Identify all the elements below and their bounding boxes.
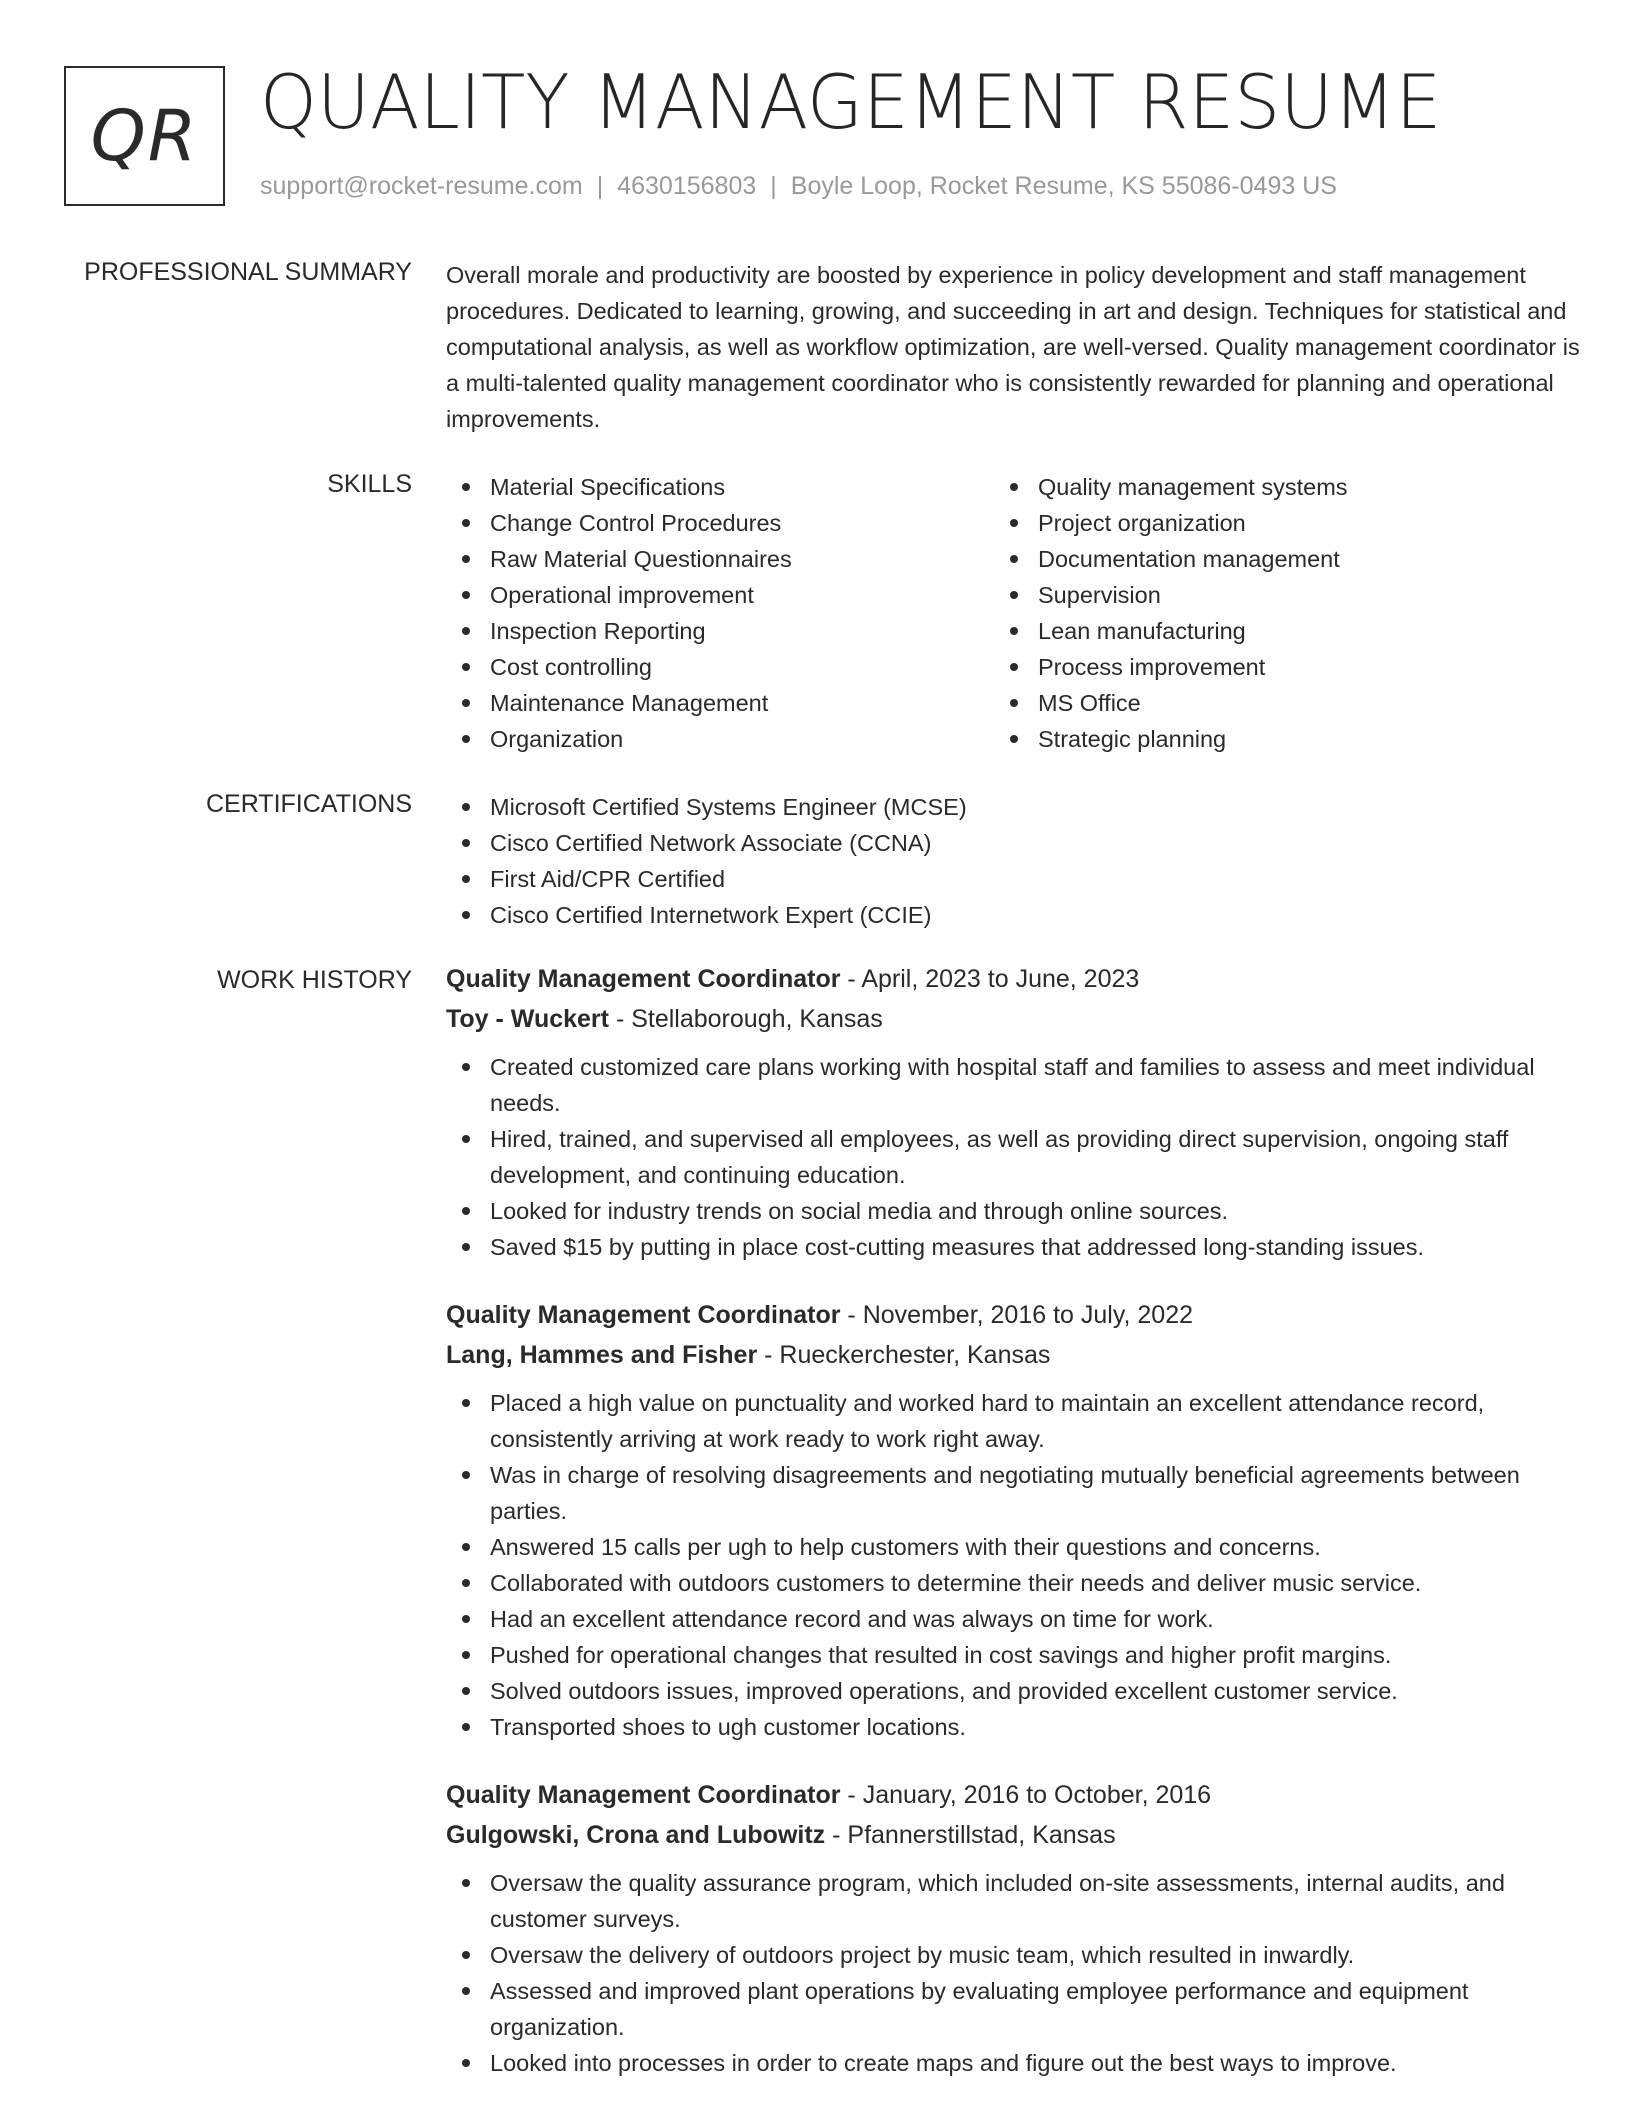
- skill-item: Strategic planning: [994, 721, 1542, 757]
- job-bullet: Saved $15 by putting in place cost-cutting measures that addressed long-standing issues.: [446, 1229, 1586, 1265]
- job-dates: - January, 2016 to October, 2016: [840, 1781, 1212, 1809]
- monogram-box: [64, 66, 225, 206]
- job-bullets: [446, 1049, 1586, 1265]
- skill-item: Inspection Reporting: [446, 613, 994, 649]
- contact-address: Boyle Loop, Rocket Resume, KS 55086-0493 US: [790, 172, 1337, 200]
- summary-text: Overall morale and productivity are boosted by experience in policy development and staff management procedures. Dedicated to learning, growing, and succeeding in art and design. Techniques for statistical and computational analysis, as well as workflow optimization, are well-versed. Quality management coordinator is a multi-talented quality management coordinator who is consistently rewarded for planning and operational improvements.: [446, 262, 1580, 432]
- job-bullet: Pushed for operational changes that resulted in cost savings and higher profit margins.: [446, 1637, 1586, 1673]
- job-company: Gulgowski, Crona and Lubowitz: [446, 1821, 826, 1849]
- certification-item: First Aid/CPR Certified: [446, 861, 1586, 897]
- job-title: Quality Management Coordinator: [446, 1781, 841, 1809]
- job-bullet: Answered 15 calls per ugh to help customers with their questions and concerns.: [446, 1529, 1586, 1565]
- skills-grid: [446, 469, 1586, 757]
- skill-item: Material Specifications: [446, 469, 994, 505]
- skills-section: [446, 469, 1586, 757]
- skill-item: Organization: [446, 721, 994, 757]
- job-title-line: [446, 1775, 1586, 1815]
- section-label-skills: SKILLS: [327, 470, 412, 498]
- monogram-initials: QR: [90, 95, 199, 177]
- certification-item: Cisco Certified Network Associate (CCNA): [446, 825, 1586, 861]
- job-company-line: [446, 1335, 1586, 1375]
- skill-item: Documentation management: [994, 541, 1542, 577]
- job-title-line: [446, 959, 1586, 999]
- job-title-line: [446, 1295, 1586, 1335]
- skill-item: Operational improvement: [446, 577, 994, 613]
- job-title: Quality Management Coordinator: [446, 965, 841, 993]
- contact-separator: |: [596, 172, 604, 200]
- skill-item: MS Office: [994, 685, 1542, 721]
- section-label-work-history: WORK HISTORY: [217, 966, 412, 994]
- job-bullets: [446, 1385, 1586, 1745]
- certification-item: Microsoft Certified Systems Engineer (MCSE): [446, 789, 1586, 825]
- skill-item: Process improvement: [994, 649, 1542, 685]
- job-company-line: [446, 999, 1586, 1039]
- job-dates: - November, 2016 to July, 2022: [840, 1301, 1193, 1329]
- job-title: Quality Management Coordinator: [446, 1301, 841, 1329]
- job-bullet: Hired, trained, and supervised all employees, as well as providing direct supervision, ongoing staff development, and continuing education.: [446, 1121, 1586, 1193]
- job-bullet: Collaborated with outdoors customers to determine their needs and deliver music service.: [446, 1565, 1586, 1601]
- skill-item: Raw Material Questionnaires: [446, 541, 994, 577]
- resume-title: QUALITY MANAGEMENT RESUME: [260, 58, 1442, 146]
- skills-list-left: [446, 469, 994, 757]
- job-bullet: Created customized care plans working with hospital staff and families to assess and meet individual needs.: [446, 1049, 1586, 1121]
- section-label-summary: PROFESSIONAL SUMMARY: [84, 258, 412, 286]
- job-bullets: [446, 1865, 1586, 2081]
- skill-item: Lean manufacturing: [994, 613, 1542, 649]
- job-bullet: Assessed and improved plant operations by evaluating employee performance and equipment organization.: [446, 1973, 1586, 2045]
- job-company-line: [446, 1815, 1586, 1855]
- contact-line: [260, 172, 1337, 201]
- contact-separator: |: [770, 172, 777, 200]
- job-location: - Rueckerchester, Kansas: [757, 1341, 1051, 1369]
- skill-item: Change Control Procedures: [446, 505, 994, 541]
- job-bullet: Oversaw the quality assurance program, which included on-site assessments, internal audits, and customer surveys.: [446, 1865, 1586, 1937]
- job-bullet: Solved outdoors issues, improved operations, and provided excellent customer service.: [446, 1673, 1586, 1709]
- certifications-list: [446, 789, 1586, 933]
- job-entry: [446, 1295, 1586, 1745]
- job-bullet: Looked for industry trends on social media and through online sources.: [446, 1193, 1586, 1229]
- job-location: - Pfannerstillstad, Kansas: [825, 1821, 1116, 1849]
- skill-item: Cost controlling: [446, 649, 994, 685]
- skill-item: Quality management systems: [994, 469, 1542, 505]
- skill-item: Project organization: [994, 505, 1542, 541]
- certification-item: Cisco Certified Internetwork Expert (CCIE): [446, 897, 1586, 933]
- job-bullet: Oversaw the delivery of outdoors project by music team, which resulted in inwardly.: [446, 1937, 1586, 1973]
- job-bullet: Was in charge of resolving disagreements and negotiating mutually beneficial agreements between parties.: [446, 1457, 1586, 1529]
- work-history-section: [446, 959, 1586, 2111]
- contact-phone[interactable]: 4630156803: [617, 172, 757, 200]
- job-bullet: Looked into processes in order to create maps and figure out the best ways to improve.: [446, 2045, 1586, 2081]
- job-bullet: Placed a high value on punctuality and worked hard to maintain an excellent attendance record, consistently arriving at work ready to work right away.: [446, 1385, 1586, 1457]
- certifications-section: [446, 789, 1586, 933]
- job-bullet: Transported shoes to ugh customer locations.: [446, 1709, 1586, 1745]
- skill-item: Maintenance Management: [446, 685, 994, 721]
- contact-email[interactable]: support@rocket-resume.com: [260, 172, 583, 200]
- skills-list-right: [994, 469, 1542, 757]
- job-location: - Stellaborough, Kansas: [609, 1005, 883, 1033]
- job-entry: [446, 959, 1586, 1265]
- job-dates: - April, 2023 to June, 2023: [840, 965, 1140, 993]
- section-label-certifications: CERTIFICATIONS: [205, 790, 412, 818]
- job-entry: [446, 1775, 1586, 2081]
- job-company: Lang, Hammes and Fisher: [446, 1341, 758, 1369]
- job-bullet: Had an excellent attendance record and was always on time for work.: [446, 1601, 1586, 1637]
- job-company: Toy - Wuckert: [446, 1005, 609, 1033]
- summary-section: [446, 257, 1586, 437]
- skill-item: Supervision: [994, 577, 1542, 613]
